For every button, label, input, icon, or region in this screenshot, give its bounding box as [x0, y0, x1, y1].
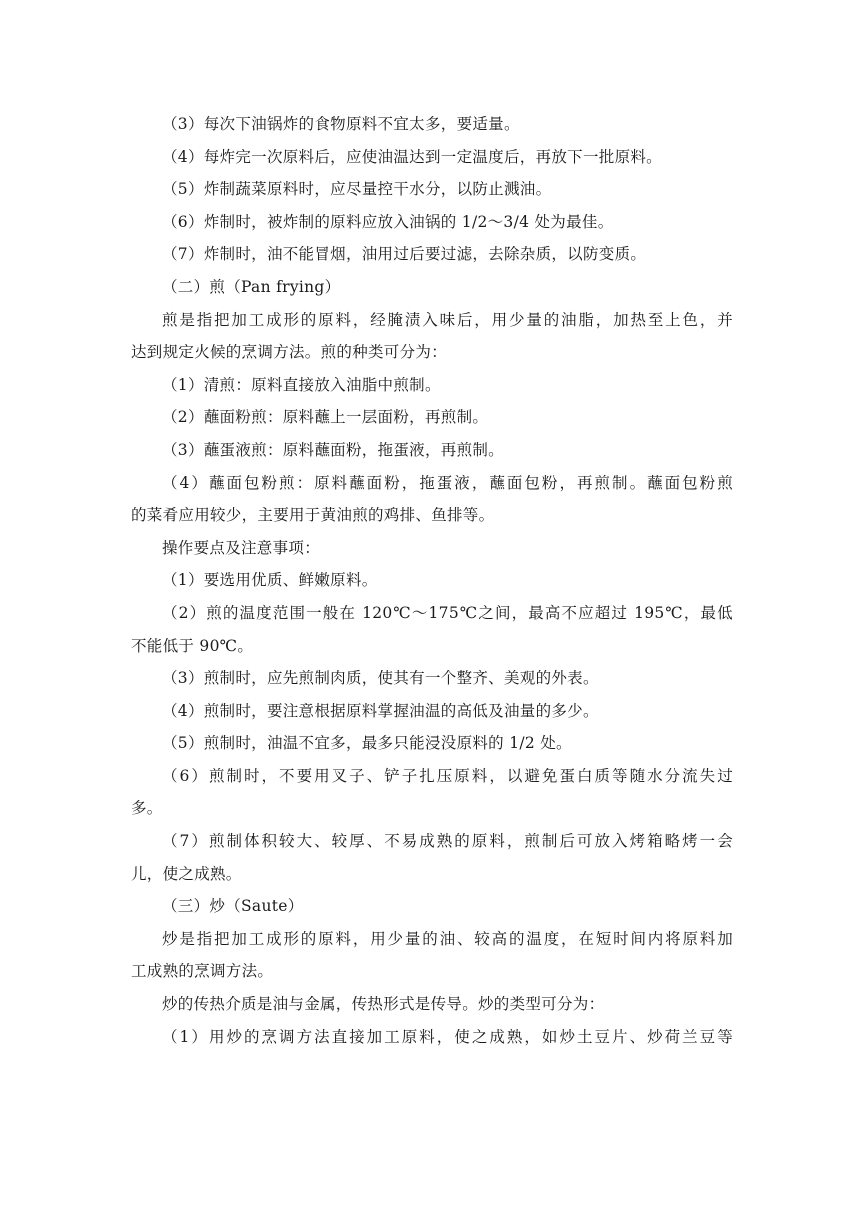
paragraph-line: （4）蘸面包粉煎：原料蘸面粉，拖蛋液，蘸面包粉，再煎制。蘸面包粉煎 — [162, 473, 733, 492]
paragraph-line: （2）蘸面粉煎：原料蘸上一层面粉，再煎制。 — [162, 408, 489, 427]
paragraph-line: （1）清煎：原料直接放入油脂中煎制。 — [162, 375, 441, 394]
paragraph-line: 炒的传热介质是油与金属，传热形式是传导。炒的类型可分为： — [162, 995, 605, 1014]
paragraph-line: 多。 — [131, 799, 163, 818]
paragraph-line: 工成熟的烹调方法。 — [131, 962, 274, 981]
section-heading: （二）煎（Pan frying） — [162, 277, 341, 296]
paragraph-line: （7）炸制时，油不能冒烟，油用过后要过滤，去除杂质，以防变质。 — [162, 245, 647, 264]
paragraph-line: （1）要选用优质、鲜嫩原料。 — [162, 571, 378, 590]
paragraph-line: 炒是指把加工成形的原料，用少量的油、较高的温度，在短时间内将原料加 — [162, 929, 733, 948]
paragraph-line: 不能低于 90℃。 — [131, 636, 254, 655]
paragraph-line: （3）每次下油锅炸的食物原料不宜太多，要适量。 — [162, 115, 520, 133]
paragraph-line: （2）煎的温度范围一般在 120℃～175℃之间，最高不应超过 195℃，最低 — [162, 603, 733, 622]
paragraph-line: 达到规定火候的烹调方法。煎的种类可分为： — [131, 343, 448, 362]
paragraph-line: 儿，使之成熟。 — [131, 864, 242, 883]
paragraph-line: （1）用炒的烹调方法直接加工原料，使之成熟，如炒土豆片、炒荷兰豆等 — [162, 1027, 733, 1046]
section-heading: （三）炒（Saute） — [162, 897, 304, 916]
paragraph-line: （3）煎制时，应先煎制肉质，使其有一个整齐、美观的外表。 — [162, 669, 599, 688]
paragraph-line: （4）每炸完一次原料后，应使油温达到一定温度后，再放下一批原料。 — [162, 147, 662, 166]
paragraph-line: （6）炸制时，被炸制的原料应放入油锅的 1/2～3/4 处为最佳。 — [162, 212, 614, 231]
paragraph-line: （7）煎制体积较大、较厚、不易成熟的原料，煎制后可放入烤箱略烤一会 — [162, 832, 733, 851]
paragraph-line: （3）蘸蛋液煎：原料蘸面粉，拖蛋液，再煎制。 — [162, 440, 504, 459]
document-body — [131, 108, 733, 1053]
paragraph-line: 操作要点及注意事项： — [162, 538, 321, 557]
paragraph-line: （6）煎制时，不要用叉子、铲子扎压原料，以避免蛋白质等随水分流失过 — [162, 766, 733, 785]
paragraph-line: （4）煎制时，要注意根据原料掌握油温的高低及油量的多少。 — [162, 701, 599, 720]
paragraph-line: 的菜肴应用较少，主要用于黄油煎的鸡排、鱼排等。 — [131, 506, 495, 525]
paragraph-line: （5）炸制蔬菜原料时，应尽量控干水分，以防止溅油。 — [162, 180, 552, 199]
paragraph-line: （5）煎制时，油温不宜多，最多只能浸没原料的 1/2 处。 — [162, 734, 572, 753]
paragraph-line: 煎是指把加工成形的原料，经腌渍入味后，用少量的油脂，加热至上色，并 — [162, 310, 733, 329]
